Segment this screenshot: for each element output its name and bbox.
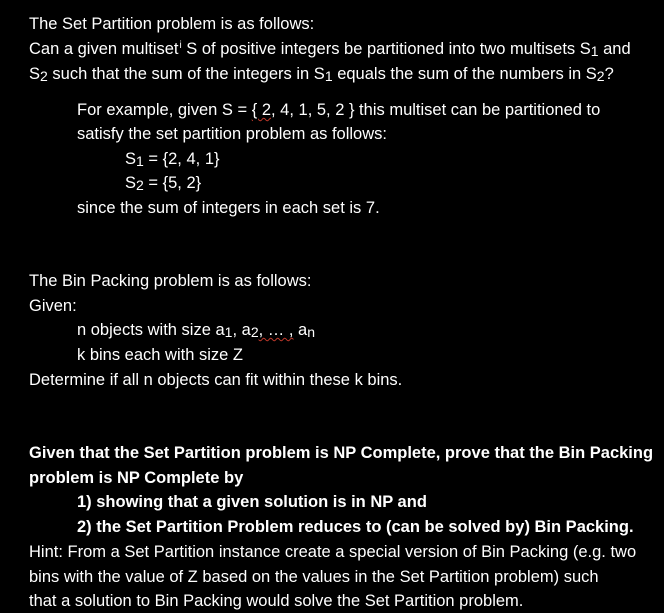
example-line1: For example, given S = { 2, 4, 1, 5, 2 } this multiset can be partitioned to — [77, 101, 601, 119]
hint-line2: bins with the value of Z based on the values in the Set Partition problem) such — [29, 568, 599, 586]
hint-line3: that a solution to Bin Packing would solve the Set Partition problem. — [29, 592, 524, 610]
bin-packing-heading: The Bin Packing problem is as follows: — [29, 272, 312, 290]
set-partition-heading: The Set Partition problem is as follows: — [29, 15, 315, 33]
example-line2: satisfy the set partition problem as follows: — [77, 125, 387, 143]
set-partition-question-line2: S2 such that the sum of the integers in S1 equals the sum of the numbers in S2? — [29, 65, 614, 84]
bin-packing-given: Given: — [29, 297, 77, 315]
task-line1: Given that the Set Partition problem is NP Complete, prove that the Bin Packing — [29, 444, 654, 462]
spellcheck-underline-dots: , … , — [258, 321, 294, 339]
hint-line1: Hint: From a Set Partition instance create a special version of Bin Packing (e.g. two — [29, 543, 637, 561]
footnote-mark: i — [179, 40, 182, 52]
task-line2: problem is NP Complete by — [29, 469, 244, 487]
spellcheck-underline: { 2 — [251, 101, 271, 119]
subset-s2: S2 = {5, 2} — [125, 174, 202, 193]
bin-packing-determine: Determine if all n objects can fit within these k bins. — [29, 371, 403, 389]
example-conclusion: since the sum of integers in each set is 7. — [77, 199, 380, 217]
bin-packing-objects: n objects with size a1, a2, … , an — [77, 321, 316, 340]
bin-packing-bins: k bins each with size Z — [77, 346, 243, 364]
task-step2: 2) the Set Partition Problem reduces to (can be solved by) Bin Packing. — [77, 518, 634, 536]
subset-s1: S1 = {2, 4, 1} — [125, 150, 220, 169]
set-partition-question-line1: Can a given multiset$^i$ S of positive integers be partitioned into two multisets S1 and — [29, 40, 631, 59]
task-step1: 1) showing that a given solution is in NP and — [77, 493, 427, 511]
